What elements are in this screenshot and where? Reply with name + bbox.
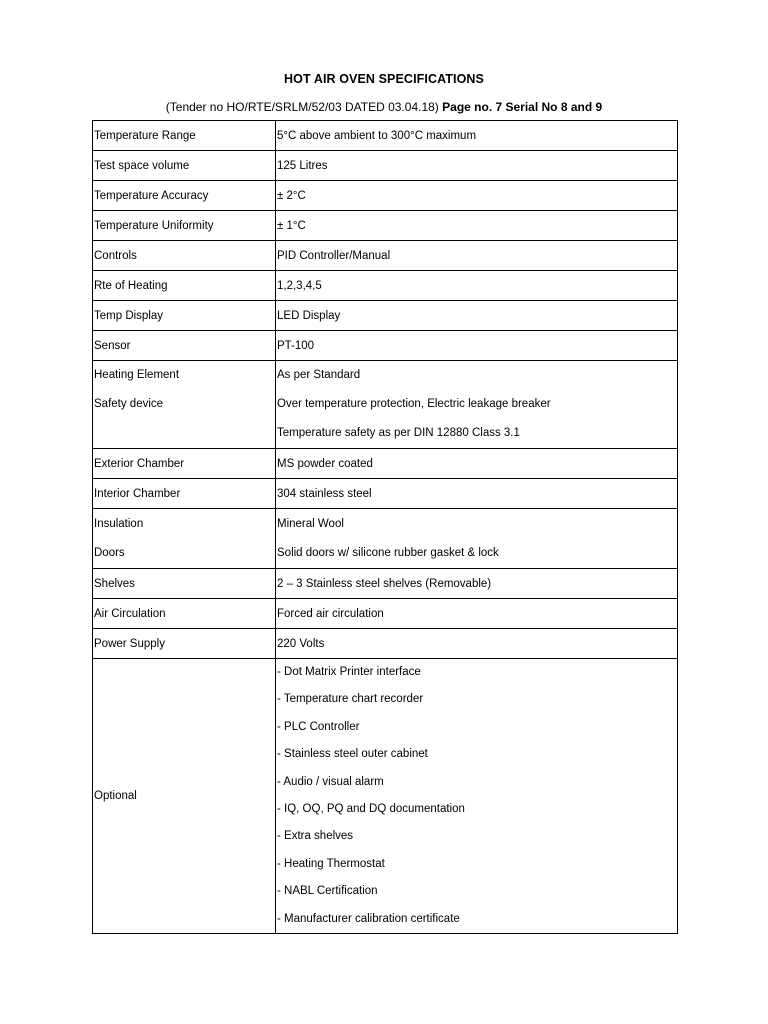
spec-label: Safety device xyxy=(94,398,164,410)
spec-value: MS powder coated xyxy=(276,449,678,479)
list-item: - PLC Controller xyxy=(277,720,360,733)
table-row xyxy=(93,449,678,479)
spec-label: Temperature Range xyxy=(93,121,276,151)
spec-label: Heating Element xyxy=(94,369,180,381)
table-row xyxy=(93,121,678,151)
page-title: HOT AIR OVEN SPECIFICATIONS xyxy=(284,72,484,86)
spec-label: Air Circulation xyxy=(93,599,276,629)
spec-value: 1,2,3,4,5 xyxy=(276,271,678,301)
spec-value: 2 – 3 Stainless steel shelves (Removable) xyxy=(276,569,678,599)
table-row xyxy=(93,569,678,599)
spec-label: Temperature Uniformity xyxy=(93,211,276,241)
list-item: - Heating Thermostat xyxy=(277,857,385,870)
list-item: - Temperature chart recorder xyxy=(277,693,424,706)
spec-value: Mineral Wool xyxy=(277,517,344,530)
table-row xyxy=(93,181,678,211)
spec-label-cell xyxy=(93,509,276,569)
optional-list xyxy=(276,659,678,934)
table-row xyxy=(93,241,678,271)
spec-value: Over temperature protection, Electric leakage breaker xyxy=(277,398,551,410)
table-row xyxy=(93,599,678,629)
list-item: - Extra shelves xyxy=(277,830,354,843)
spec-label: Temp Display xyxy=(93,301,276,331)
spacer xyxy=(94,419,275,448)
spec-value: As per Standard xyxy=(277,369,361,381)
spec-value: PT-100 xyxy=(276,331,678,361)
list-item: - Dot Matrix Printer interface xyxy=(277,666,421,679)
table-row xyxy=(93,301,678,331)
list-item: - NABL Certification xyxy=(277,885,378,898)
spec-label: Doors xyxy=(94,546,125,559)
spec-value: 304 stainless steel xyxy=(276,479,678,509)
spec-label: Exterior Chamber xyxy=(93,449,276,479)
spec-label: Insulation xyxy=(94,517,144,530)
spec-value: Solid doors w/ silicone rubber gasket & lock xyxy=(277,546,499,559)
spec-value: Temperature safety as per DIN 12880 Class 3.1 xyxy=(277,427,520,439)
spec-label: Sensor xyxy=(93,331,276,361)
tender-reference: (Tender no HO/RTE/SRLM/52/03 DATED 03.04.18) xyxy=(165,100,439,114)
table-row xyxy=(93,659,678,934)
spec-value: 5°C above ambient to 300°C maximum xyxy=(276,121,678,151)
spec-value-cell xyxy=(276,509,678,569)
list-item: - Stainless steel outer cabinet xyxy=(277,748,428,761)
table-row xyxy=(93,361,678,449)
list-item: - Manufacturer calibration certificate xyxy=(277,912,460,925)
table-row xyxy=(93,331,678,361)
spec-label: Power Supply xyxy=(93,629,276,659)
table-row xyxy=(93,509,678,569)
spec-label: Temperature Accuracy xyxy=(93,181,276,211)
spec-value: 125 Litres xyxy=(276,151,678,181)
spec-value: ± 1°C xyxy=(276,211,678,241)
table-row xyxy=(93,479,678,509)
table-row xyxy=(93,211,678,241)
spec-value-cell xyxy=(276,361,678,449)
spec-label: Test space volume xyxy=(93,151,276,181)
spec-label: Interior Chamber xyxy=(93,479,276,509)
spec-label: Shelves xyxy=(93,569,276,599)
spec-value: 220 Volts xyxy=(276,629,678,659)
table-row xyxy=(93,271,678,301)
spec-label: Rte of Heating xyxy=(93,271,276,301)
spec-label: Optional xyxy=(93,659,276,934)
spec-value: Forced air circulation xyxy=(276,599,678,629)
list-item: - IQ, OQ, PQ and DQ documentation xyxy=(277,803,465,815)
specifications-table xyxy=(92,120,678,934)
spec-value: ± 2°C xyxy=(276,181,678,211)
spec-label: Controls xyxy=(93,241,276,271)
list-item: - Audio / visual alarm xyxy=(277,775,384,788)
page-subtitle xyxy=(0,100,768,114)
table-row xyxy=(93,151,678,181)
spec-value: PID Controller/Manual xyxy=(276,241,678,271)
spec-value: LED Display xyxy=(276,301,678,331)
page-reference: Page no. 7 Serial No 8 and 9 xyxy=(442,100,603,114)
table-row xyxy=(93,629,678,659)
spec-label-cell xyxy=(93,361,276,449)
